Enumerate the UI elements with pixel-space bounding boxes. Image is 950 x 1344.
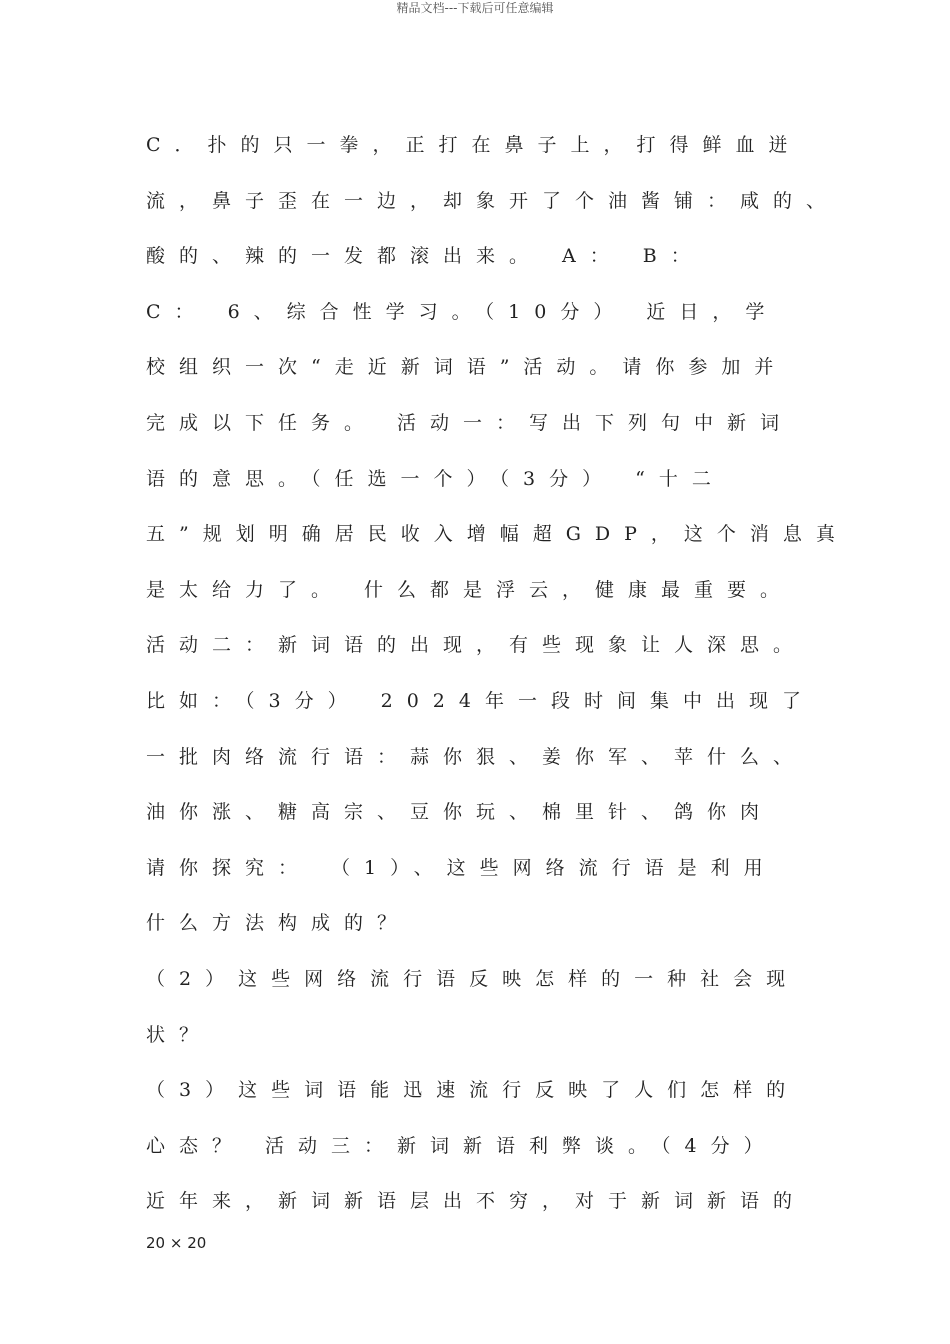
- text-line: 油你涨、糖高宗、豆你玩、棉里针、鸽你肉: [146, 801, 774, 824]
- text-line: 活动二：新词语的出现，有些现象让人深思。: [146, 634, 807, 657]
- text-line: 是太给力了。 什么都是浮云，健康最重要。: [146, 578, 794, 601]
- text-line: 什么方法构成的？: [146, 912, 411, 935]
- text-line: （2）这些网络流行语反映怎样的一种社会现: [146, 967, 800, 990]
- document-body: [146, 125, 849, 1237]
- text-line: C．扑的只一拳，正打在鼻子上，打得鲜血迸: [146, 134, 802, 156]
- text-line: 五”规划明确居民收入增幅超GDP，这个消息真: [146, 523, 849, 546]
- grid-size-label: 20 × 20: [146, 1234, 207, 1252]
- text-line: 比如：（3分） 2024年一段时间集中出现了: [146, 689, 815, 712]
- text-line: （3）这些词语能迅速流行反映了人们怎样的: [146, 1079, 800, 1102]
- page-header: 精品文档---下载后可任意编辑: [396, 1, 554, 15]
- text-line: 请你探究： （1）、这些网络流行语是利用: [146, 856, 777, 879]
- text-line: 心态？ 活动三：新词新语利弊谈。（4分）: [146, 1134, 777, 1157]
- text-line: 流，鼻子歪在一边，却象开了个油酱铺：咸的、: [146, 189, 840, 212]
- text-line: 一批肉络流行语：蒜你狠、姜你军、苹什么、: [146, 745, 807, 768]
- text-line: 近年来，新词新语层出不穷，对于新词新语的: [146, 1190, 807, 1213]
- text-line: C： 6、综合性学习。（10分） 近日，学: [146, 300, 779, 323]
- text-line: 校组织一次“走近新词语”活动。请你参加并: [146, 356, 788, 379]
- text-line: 完成以下任务。 活动一：写出下列句中新词: [146, 411, 794, 434]
- text-line: 酸的、辣的一发都滚出来。 A： B：: [146, 245, 704, 268]
- text-line: 语的意思。（任选一个）（3分） “十二: [146, 467, 725, 490]
- text-line: 状？: [146, 1023, 213, 1046]
